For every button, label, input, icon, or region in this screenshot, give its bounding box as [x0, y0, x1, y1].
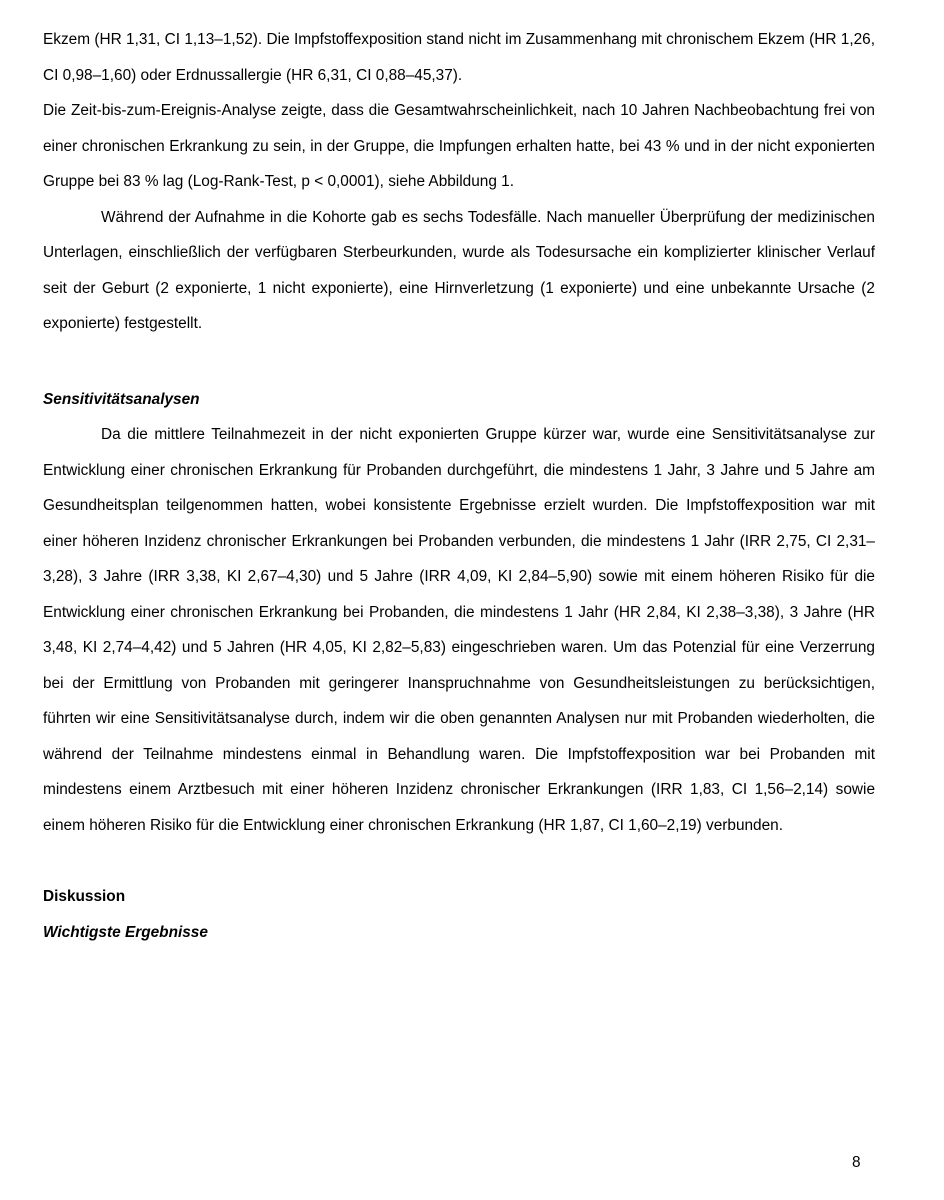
paragraph-sensitivity-analyses: Da die mittlere Teilnahmezeit in der nicht exponierten Gruppe kürzer war, wurde eine Sensitivitätsanalyse zur Entwicklung einer chronischen Erkrankung für Probanden durchgeführt, die mindestens 1 Jahr, 3 Jahre und 5 Jahre am Gesundheitsplan teilgenommen hatten, wobei konsistente Ergebnisse erzielt wurden. Die Impfstoffexposition war mit einer höheren Inzidenz chronischer Erkrankungen bei Probanden verbunden, die mindestens 1 Jahr (IRR 2,75, CI 2,31–3,28), 3 Jahre (IRR 3,38, KI 2,67–4,30) und 5 Jahre (IRR 4,09, KI 2,84–5,90) sowie mit einem höheren Risiko für die Entwicklung einer chronischen Erkrankung bei Probanden, die mindestens 1 Jahr (HR 2,84, KI 2,38–3,38), 3 Jahre (HR 3,48, KI 2,74–4,42) und 5 Jahren (HR 4,05, KI 2,82–5,83) eingeschrieben waren. Um das Potenzial für eine Verzerrung bei der Ermittlung von Probanden mit geringerer Inanspruchnahme von Gesundheitsleistungen zu berücksichtigen, führten wir eine Sensitivitätsanalyse durch, indem wir die oben genannten Analysen nur mit Probanden wiederholten, die während der Teilnahme mindestens einmal in Behandlung waren. Die Impfstoffexposition war bei Probanden mit mindestens einem Arztbesuch mit einer höheren Inzidenz chronischer Erkrankungen (IRR 1,83, CI 1,56–2,14) sowie einem höheren Risiko für die Entwicklung einer chronischen Erkrankung (HR 1,87, CI 1,60–2,19) verbunden.	[43, 426, 875, 834]
section-spacer	[43, 342, 875, 382]
paragraph-time-to-event: Die Zeit-bis-zum-Ereignis-Analyse zeigte, dass die Gesamtwahrscheinlichkeit, nach 10 Jahren Nachbeobachtung frei von einer chronischen Erkrankung zu sein, in der Gruppe, die Impfungen erhalten hatte, bei 43 % und in der nicht exponierten Gruppe bei 83 % lag (Log-Rank-Test, p < 0,0001), siehe Abbildung 1.	[43, 102, 875, 190]
heading-key-results: Wichtigste Ergebnisse	[43, 923, 208, 941]
paragraph-deaths: Während der Aufnahme in die Kohorte gab es sechs Todesfälle. Nach manueller Überprüfung der medizinischen Unterlagen, einschließlich der verfügbaren Sterbeurkunden, wurde als Todesursache ein komplizierter klinischer Verlauf seit der Geburt (2 exponierte, 1 nicht exponierte), eine Hirnverletzung (1 exponierte) und eine unbekannte Ursache (2 exponierte) festgestellt.	[43, 208, 875, 332]
document-body	[43, 22, 875, 950]
heading-sensitivity-analyses: Sensitivitätsanalysen	[43, 390, 200, 408]
page-number: 8	[852, 1154, 861, 1171]
paragraph-eczema-results: Ekzem (HR 1,31, CI 1,13–1,52). Die Impfstoffexposition stand nicht im Zusammenhang mit chronischem Ekzem (HR 1,26, CI 0,98–1,60) oder Erdnussallergie (HR 6,31, CI 0,88–45,37).	[43, 31, 875, 84]
heading-discussion: Diskussion	[43, 888, 126, 905]
section-spacer	[43, 843, 875, 879]
